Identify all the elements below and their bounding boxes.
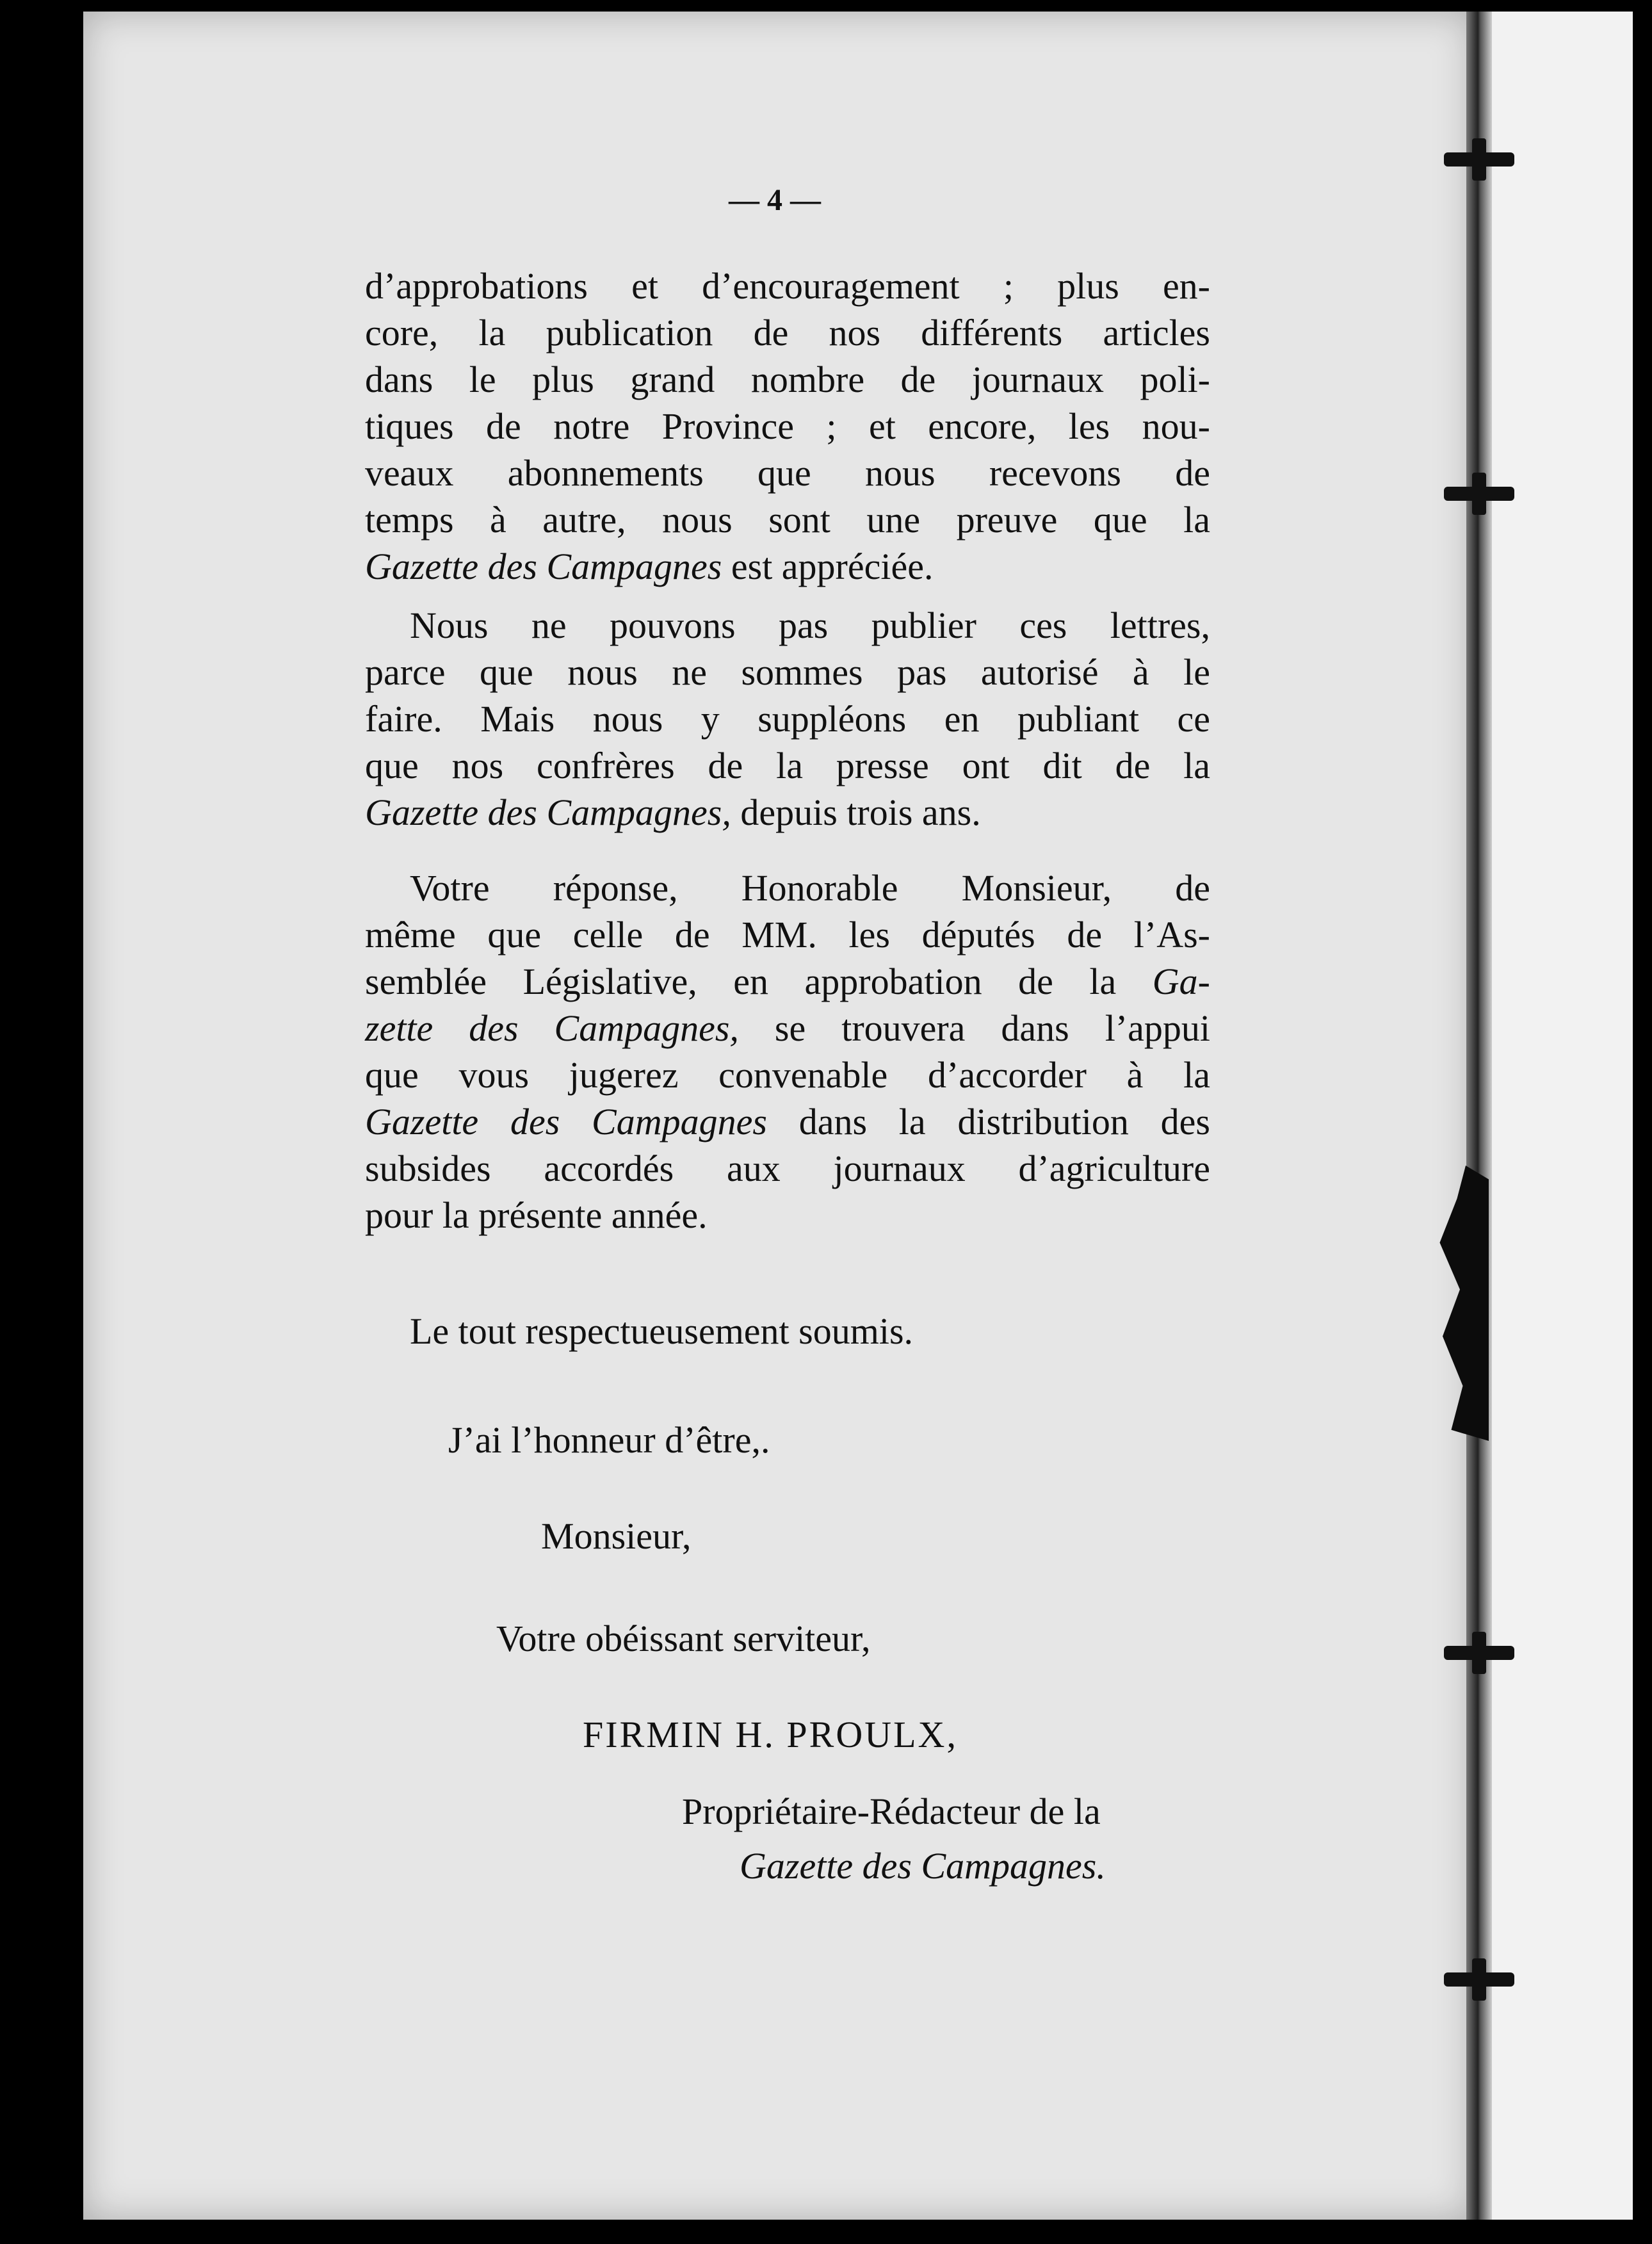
- text-line: temps à autre, nous sont une preuve que la: [365, 499, 1210, 541]
- paragraph-1: [365, 263, 1210, 590]
- page-number: — 4 —: [729, 183, 821, 217]
- text-line: [365, 1098, 1210, 1145]
- publication-name: Ga-: [1152, 961, 1210, 1002]
- text-line: tiques de notre Province ; et encore, les nou-: [365, 405, 1210, 447]
- signature-title: Propriétaire-Rédacteur de la: [682, 1791, 1101, 1832]
- binding-stitch: [1444, 1646, 1514, 1660]
- text-line: parce que nous ne sommes pas autorisé à le: [365, 651, 1210, 693]
- text-line: faire. Mais nous y suppléons en publiant ce: [365, 698, 1210, 740]
- text-line: que nos confrères de la presse ont dit de la: [365, 745, 1210, 786]
- text-line: que vous jugerez convenable d’accorder à la: [365, 1054, 1210, 1096]
- binding-stitch: [1444, 1972, 1514, 1987]
- paragraph-3: [365, 865, 1210, 1239]
- text-line: [365, 789, 1210, 836]
- publication-name: zette des Campagnes,: [365, 1007, 739, 1049]
- honour-line: J’ai l’honneur d’être,.: [448, 1419, 770, 1461]
- text-fragment: depuis trois ans.: [731, 792, 981, 833]
- text-line: dans le plus grand nombre de journaux poli-: [365, 359, 1210, 400]
- text-line: pour la présente année.: [365, 1194, 708, 1236]
- paragraph-2: [365, 602, 1210, 836]
- text-line: Nous ne pouvons pas publier ces lettres,: [410, 605, 1210, 646]
- publication-name: Gazette des Campagnes,: [365, 792, 731, 833]
- text-fragment: semblée Législative, en approbation de la: [365, 961, 1153, 1002]
- text-line: [365, 1005, 1210, 1052]
- salutation: Monsieur,: [541, 1515, 692, 1557]
- binding-spine: [1466, 12, 1492, 2220]
- text-line: [365, 958, 1210, 1005]
- signature-name: FIRMIN H. PROULX,: [583, 1714, 958, 1755]
- binding-stitch: [1444, 152, 1514, 167]
- text-line: core, la publication de nos différents articles: [365, 312, 1210, 354]
- text-fragment: est appréciée.: [722, 546, 934, 587]
- text-line: [365, 543, 1210, 590]
- text-fragment: dans la distribution des: [766, 1101, 1210, 1142]
- text-line: subsides accordés aux journaux d’agriculture: [365, 1148, 1210, 1189]
- signature-publication: Gazette des Campagnes.: [740, 1845, 1106, 1887]
- binding-strip: [1486, 12, 1633, 2220]
- binding-stitch: [1444, 487, 1514, 501]
- text-line: même que celle de MM. les députés de l’As-: [365, 914, 1210, 955]
- publication-name: Gazette des Campagnes: [365, 1101, 767, 1142]
- text-line: veaux abonnements que nous recevons de: [365, 452, 1210, 494]
- publication-name: Gazette des Campagnes: [365, 546, 722, 587]
- closing-line: Le tout respectueusement soumis.: [410, 1310, 914, 1352]
- text-line: d’approbations et d’encouragement ; plus en-: [365, 265, 1210, 307]
- servant-line: Votre obéissant serviteur,: [496, 1618, 871, 1659]
- text-fragment: se trouvera dans l’appui: [738, 1007, 1210, 1049]
- text-line: Votre réponse, Honorable Monsieur, de: [410, 867, 1210, 909]
